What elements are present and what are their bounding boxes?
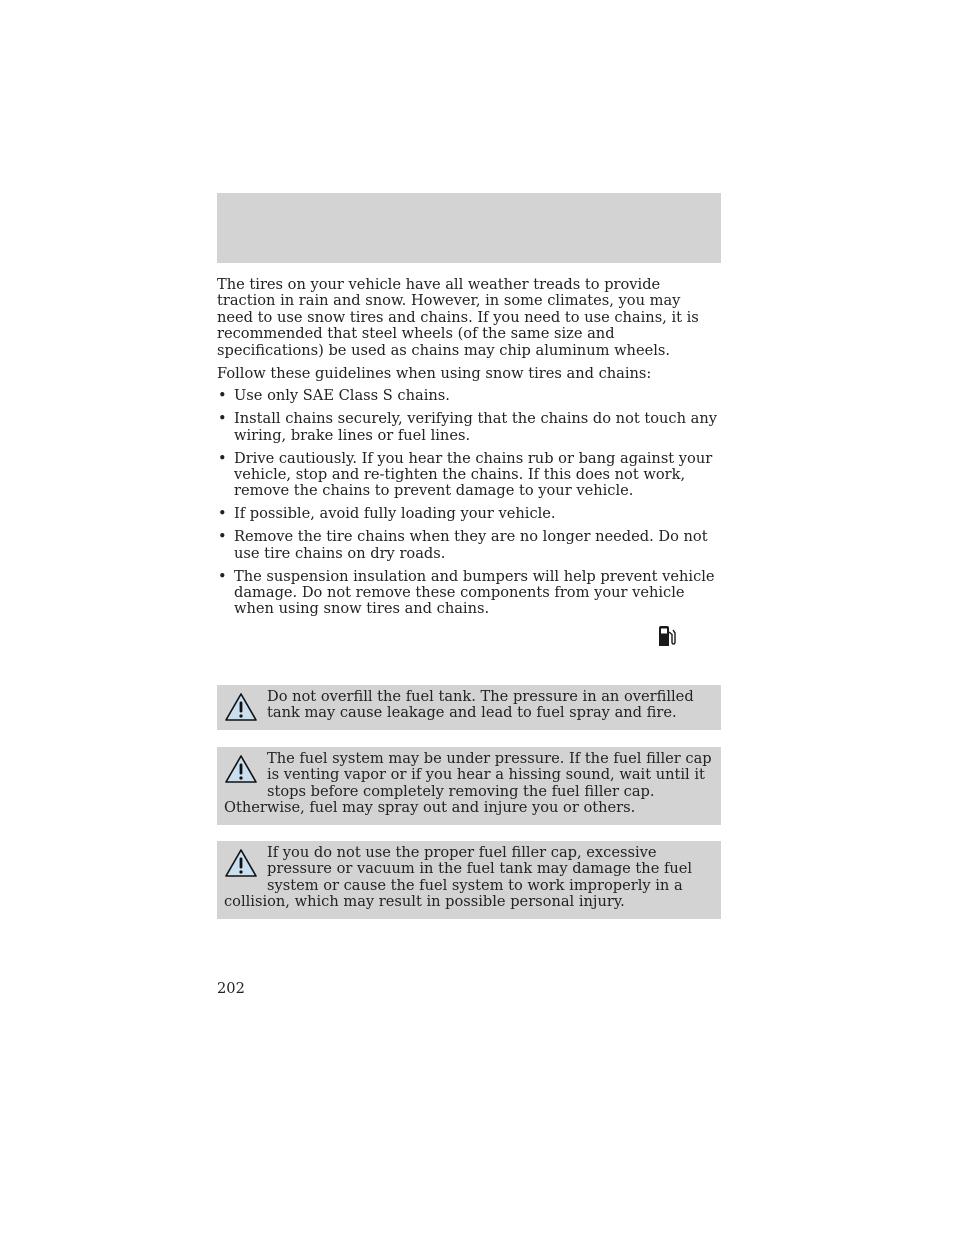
warning-text: If you do not use the proper fuel filler cap, excessive pressure or vacuum in the fuel tank may damage the fuel system or cause the fuel system to work improperly in a collision, which may result in possible personal injury. [224, 844, 693, 911]
list-item-text: The suspension insulation and bumpers will help prevent vehicle damage. Do not remove these components from your vehicle when using snow tires and chains. [234, 567, 715, 618]
fuel-pump-icon [657, 625, 677, 647]
list-item [217, 411, 721, 444]
list-item-text: Drive cautiously. If you hear the chains rub or bang against your vehicle, stop and re-tighten the chains. If this does not work, remove the chains to prevent damage to your vehicle. [234, 449, 713, 500]
intro-paragraph: The tires on your vehicle have all weather treads to provide traction in rain and snow. However, in some climates, you may need to use snow tires and chains. If you need to use chains, it is recommended that steel wheels (of the same size and specifications) be used as chains may chip aluminum wheels. [217, 276, 699, 359]
warning-text: The fuel system may be under pressure. If the fuel filler cap is venting vapor or if you hear a hissing sound, wait until it stops before completely removing the fuel filler cap. Otherwise, fuel may spray out and injure you or others. [224, 750, 712, 817]
list-item [217, 388, 721, 404]
list-item-text: If possible, avoid fully loading your vehicle. [234, 505, 556, 523]
list-item [217, 529, 721, 562]
warning-box [217, 747, 721, 825]
bullet: • [218, 387, 227, 405]
main-content [217, 277, 721, 624]
list-item [217, 506, 721, 522]
warning-triangle-icon [224, 848, 258, 878]
bullet: • [218, 410, 227, 428]
warning-box [217, 685, 721, 730]
bullet: • [218, 505, 227, 523]
list-item [217, 569, 721, 618]
warning-box [217, 841, 721, 919]
bullet: • [218, 528, 227, 546]
warning-text: Do not overfill the fuel tank. The pressure in an overfilled tank may cause leakage and lead to fuel spray and fire. [267, 688, 694, 722]
section-header-band [217, 193, 721, 263]
list-item-text: Use only SAE Class S chains. [234, 387, 450, 405]
bullet: • [218, 449, 227, 467]
warning-triangle-icon [224, 692, 258, 722]
guidelines-list [217, 388, 721, 617]
warning-triangle-icon [224, 754, 258, 784]
guidelines-lead: Follow these guidelines when using snow tires and chains: [217, 365, 652, 383]
list-item-text: Install chains securely, verifying that the chains do not touch any wiring, brake lines or fuel lines. [234, 410, 717, 444]
page-number: 202 [217, 980, 245, 997]
list-item [217, 451, 721, 500]
bullet: • [218, 567, 227, 585]
list-item-text: Remove the tire chains when they are no longer needed. Do not use tire chains on dry roads. [234, 528, 708, 562]
